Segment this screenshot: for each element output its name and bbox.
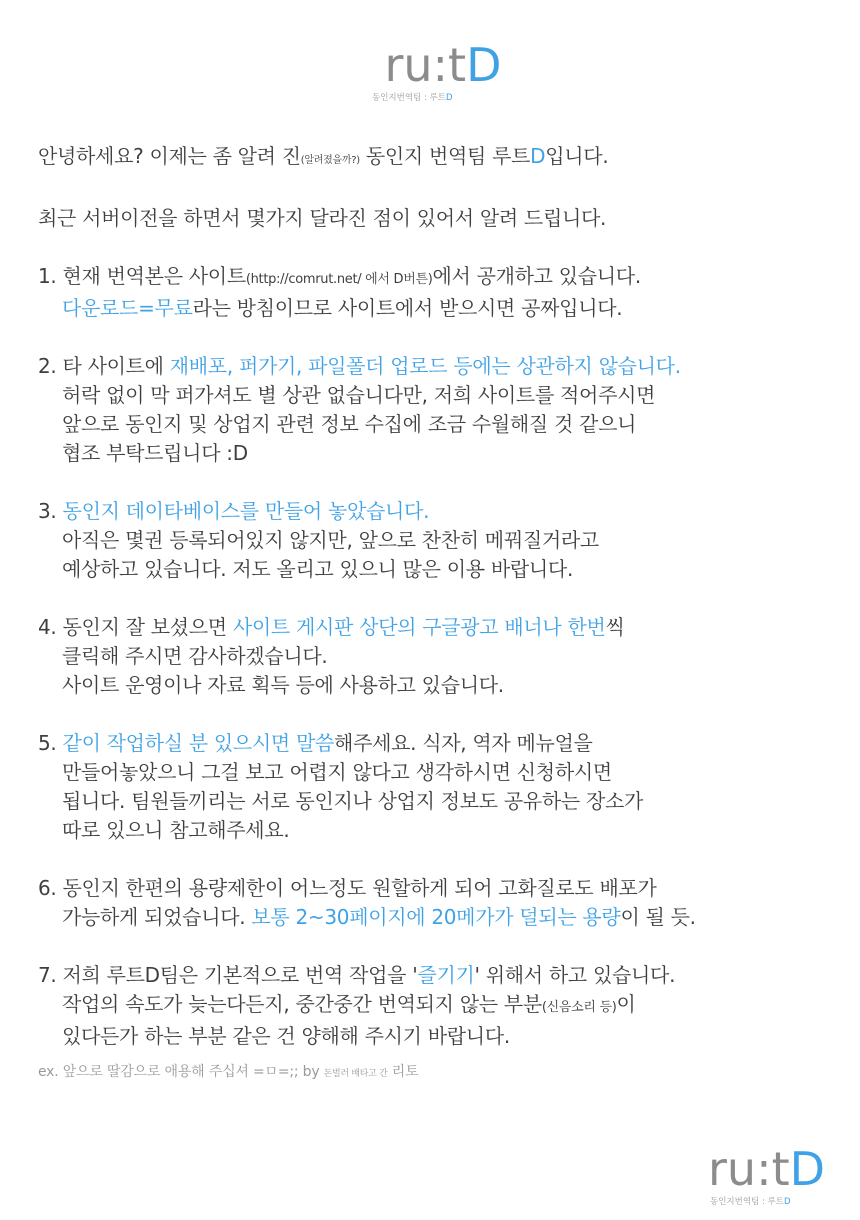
top-logo [368, 38, 518, 103]
intro-line-2: 최근 서버이전을 하면서 몇가지 달라진 점이 있어서 알려 드립니다. [38, 206, 607, 230]
footnote: ex. 앞으로 딸감으로 애용해 주십셔 =ㅁ=;; by 돈벌러 배타고 간 리토 [38, 1064, 419, 1080]
logo-subtitle: 동인지번역팀 : 루트D [372, 93, 453, 103]
item-2-line-1: 2. 타 사이트에 재배포, 퍼가기, 파일폴더 업로드 등에는 상관하지 않습니다. [38, 354, 681, 378]
item-2-line-3: 앞으로 동인지 및 상업지 관련 정보 수집에 조금 수월해질 것 같으니 [62, 412, 637, 436]
item-7-line-3: 있다든가 하는 부분 같은 건 양해해 주시기 바랍니다. [62, 1024, 510, 1048]
item-1-line-1: 1. 현재 번역본은 사이트(http://comrut.net/ 에서 D버튼)에서 공개하고 있습니다. [38, 264, 641, 288]
item-5-line-2: 만들어놓았으니 그걸 보고 어렵지 않다고 생각하시면 신청하시면 [62, 760, 612, 784]
item-5-line-1: 5. 같이 작업하실 분 있으시면 말씀해주세요. 식자, 역자 메뉴얼을 [38, 731, 593, 755]
item-5-line-3: 됩니다. 팀원들끼리는 서로 동인지나 상업지 정보도 공유하는 장소가 [62, 789, 644, 813]
item-4-line-1: 4. 동인지 잘 보셨으면 사이트 게시판 상단의 구글광고 배너나 한번씩 [38, 615, 625, 639]
bottom-logo [708, 1142, 858, 1207]
item-4-line-3: 사이트 운영이나 자료 획득 등에 사용하고 있습니다. [62, 673, 504, 697]
item-6-line-1: 6. 동인지 한편의 용량제한이 어느정도 원할하게 되어 고화질로도 배포가 [38, 876, 657, 900]
item-3-line-1: 3. 동인지 데이타베이스를 만들어 놓았습니다. [38, 499, 430, 523]
logo-mark: ru:tD [384, 38, 502, 92]
item-7-line-1: 7. 저희 루트D팀은 기본적으로 번역 작업을 '즐기기' 위해서 하고 있습니다. [38, 963, 676, 987]
item-2-line-2: 허락 없이 막 퍼가셔도 별 상관 없습니다만, 저희 사이트를 적어주시면 [62, 383, 656, 407]
item-4-line-2: 클릭해 주시면 감사하겠습니다. [62, 644, 328, 668]
item-2-line-4: 협조 부탁드립니다 :D [62, 441, 248, 465]
notice-body [38, 142, 838, 1081]
item-3-line-2: 아직은 몇권 등록되어있지 않지만, 앞으로 찬찬히 메꿔질거라고 [62, 528, 599, 552]
intro-line-1: 안녕하세요? 이제는 좀 알려 진(알려졌을까?) 동인지 번역팀 루트D입니다. [38, 144, 609, 168]
logo-mark: ru:tD [708, 1142, 826, 1196]
item-1-line-2: 다운로드=무료라는 방침이므로 사이트에서 받으시면 공짜입니다. [62, 296, 623, 320]
item-7-line-2: 작업의 속도가 늦는다든지, 중간중간 번역되지 않는 부분(신음소리 등)이 [62, 992, 636, 1016]
item-3-line-3: 예상하고 있습니다. 저도 올리고 있으니 많은 이용 바랍니다. [62, 557, 573, 581]
item-6-line-2: 가능하게 되었습니다. 보통 2~30페이지에 20메가가 덜되는 용량이 될 듯. [62, 905, 696, 929]
logo-subtitle: 동인지번역팀 : 루트D [710, 1197, 791, 1207]
item-5-line-4: 따로 있으니 참고해주세요. [62, 818, 290, 842]
